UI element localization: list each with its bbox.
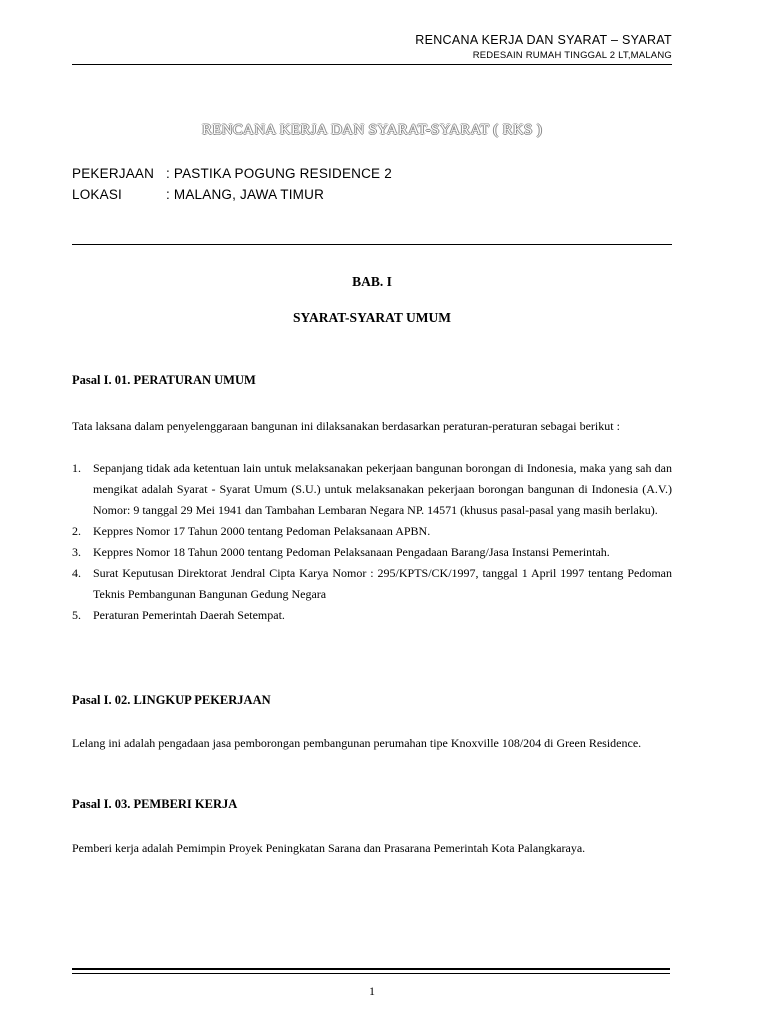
section-heading-lingkup-pekerjaan: Pasal I. 02. LINGKUP PEKERJAAN bbox=[72, 693, 271, 707]
meta-value: : PASTIKA POGUNG RESIDENCE 2 bbox=[166, 166, 392, 181]
section-paragraph: Lelang ini adalah pengadaan jasa pemborongan pembangunan perumahan tipe Knoxville 108/204 di Green Residence. bbox=[72, 736, 642, 750]
chapter-label: BAB. I bbox=[352, 274, 392, 289]
document-title: RENCANA KERJA DAN SYARAT-SYARAT ( RKS ) bbox=[201, 122, 543, 138]
chapter-title: SYARAT-SYARAT UMUM bbox=[293, 310, 451, 325]
meta-divider bbox=[72, 244, 672, 245]
meta-label: PEKERJAAN bbox=[72, 166, 155, 181]
list-item-number: 1. bbox=[72, 461, 81, 475]
header-title: RENCANA KERJA DAN SYARAT – SYARAT bbox=[415, 33, 672, 47]
header-divider bbox=[72, 64, 672, 65]
list-item bbox=[72, 458, 672, 521]
page-number: 1 bbox=[369, 984, 375, 998]
list-item-number: 3. bbox=[72, 545, 81, 559]
list-item-text: Peraturan Pemerintah Daerah Setempat. bbox=[93, 608, 285, 622]
regulation-list bbox=[72, 458, 672, 626]
list-item-text: Keppres Nomor 17 Tahun 2000 tentang Pedoman Pelaksanaan APBN. bbox=[93, 524, 431, 538]
list-item-number: 5. bbox=[72, 608, 81, 622]
section-paragraph: Pemberi kerja adalah Pemimpin Proyek Peningkatan Sarana dan Prasarana Pemerintah Kota Palangkaraya. bbox=[72, 841, 586, 855]
list-item bbox=[72, 521, 672, 542]
footer-divider-thin bbox=[72, 973, 670, 974]
footer-divider-thick bbox=[72, 968, 670, 970]
header-subtitle: REDESAIN RUMAH TINGGAL 2 LT,MALANG bbox=[472, 50, 672, 61]
section-heading-pemberi-kerja: Pasal I. 03. PEMBERI KERJA bbox=[72, 797, 238, 811]
list-item bbox=[72, 605, 672, 626]
list-item-text: Surat Keputusan Direktorat Jendral Cipta Karya Nomor : 295/KPTS/CK/1997, tanggal 1 April 1997 tentang Pedoman Teknis Pembangunan Bangunan Gedung Negara bbox=[93, 566, 672, 601]
list-item-text: Keppres Nomor 18 Tahun 2000 tentang Pedoman Pelaksanaan Pengadaan Barang/Jasa Instansi Pemerintah. bbox=[93, 545, 610, 559]
list-item bbox=[72, 563, 672, 605]
meta-label: LOKASI bbox=[72, 187, 122, 202]
list-item-number: 4. bbox=[72, 566, 81, 580]
list-item bbox=[72, 542, 672, 563]
section-intro: Tata laksana dalam penyelenggaraan bangunan ini dilaksanakan berdasarkan peraturan-peraturan sebagai berikut : bbox=[72, 419, 620, 433]
list-item-number: 2. bbox=[72, 524, 81, 538]
meta-value: : MALANG, JAWA TIMUR bbox=[166, 187, 325, 202]
list-item-text: Sepanjang tidak ada ketentuan lain untuk melaksanakan pekerjaan bangunan borongan di Indonesia, maka yang sah dan mengikat adalah Syarat - Syarat Umum (S.U.) untuk melaksanakan pekerjaan borongan bangunan di Indonesia (A.V.) Nomor: 9 tanggal 29 Mei 1941 dan Tambahan Lembaran Negara NP. 14571 (khusus pasal-pasal yang masih berlaku). bbox=[93, 461, 672, 517]
meta-row-pekerjaan bbox=[72, 166, 392, 181]
meta-row-lokasi bbox=[72, 187, 324, 202]
section-heading-peraturan-umum: Pasal I. 01. PERATURAN UMUM bbox=[72, 373, 256, 387]
